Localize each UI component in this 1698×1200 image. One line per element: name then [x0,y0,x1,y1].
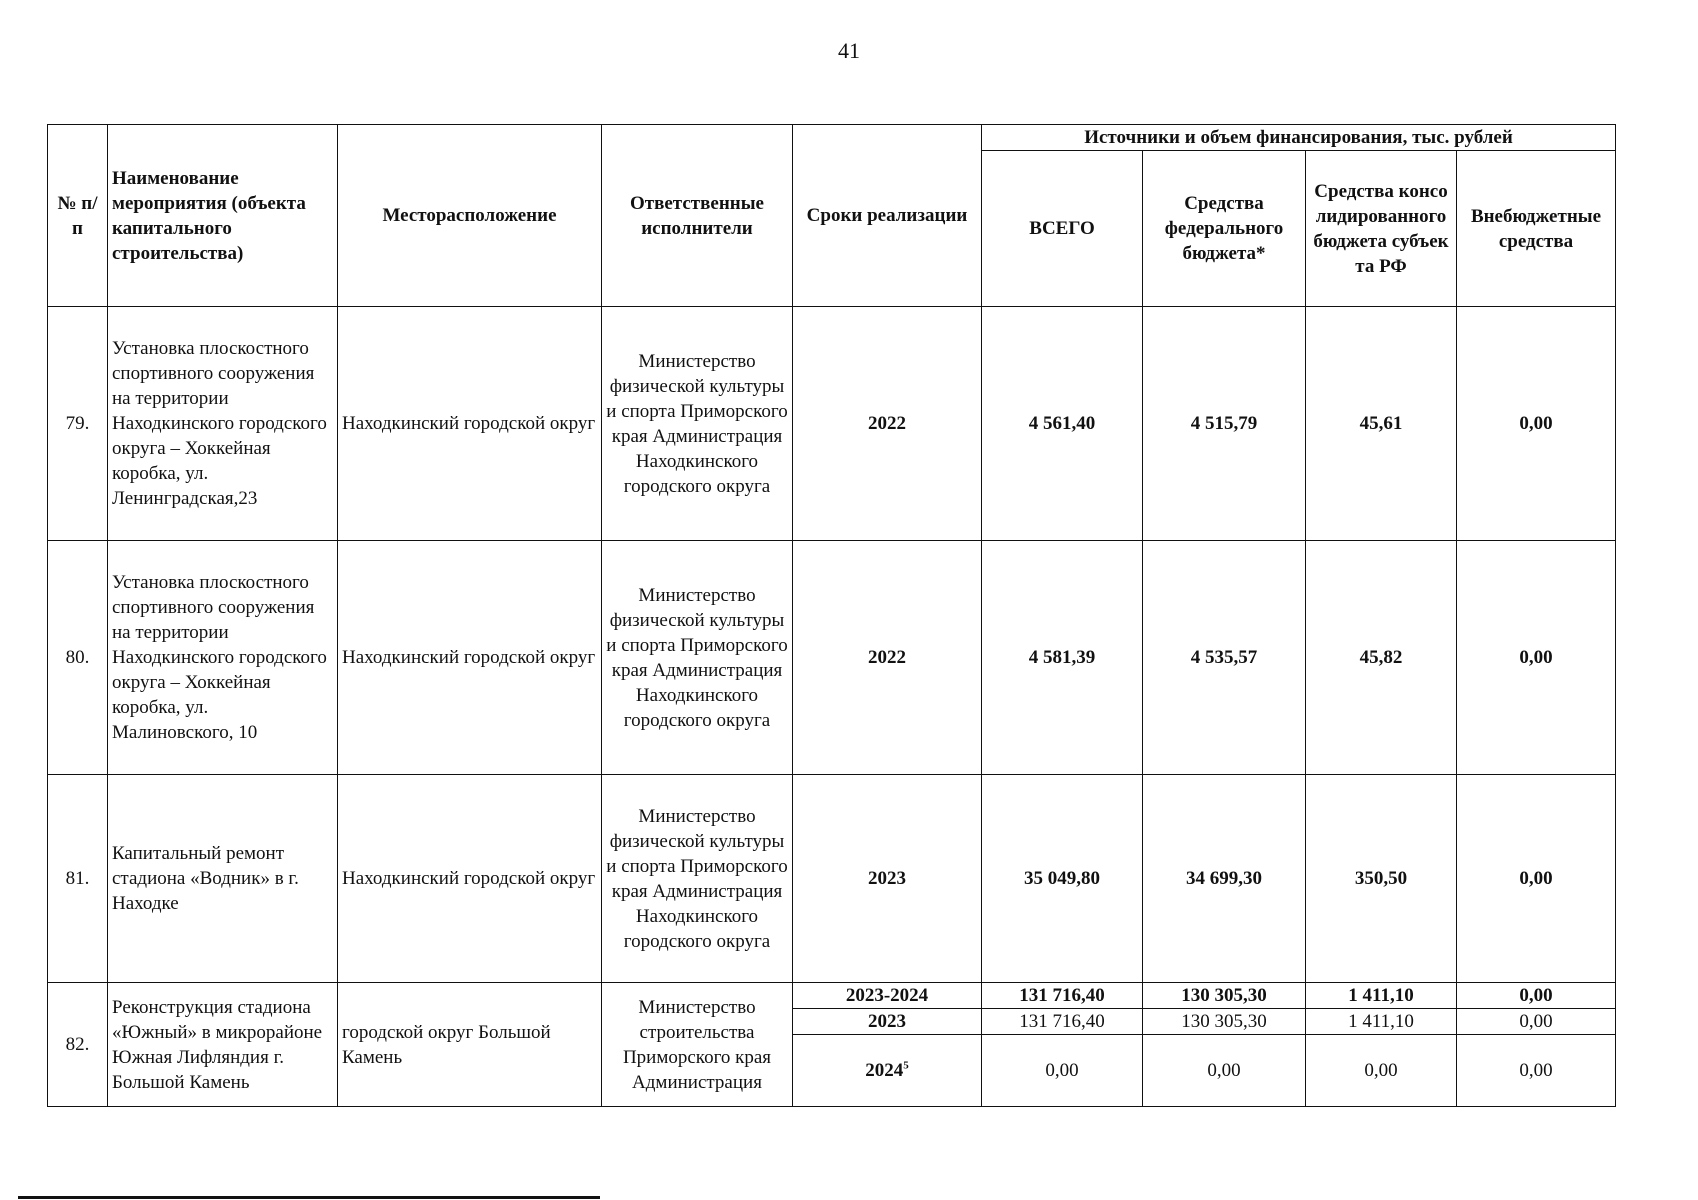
header-federal: Средства федерального бюджета* [1143,151,1306,307]
row-offbudget: 0,00 [1457,541,1616,775]
row-year-cell [793,1035,982,1107]
row-total: 131 716,40 [982,1009,1143,1035]
row-federal: 130 305,30 [1143,983,1306,1009]
table-row [48,541,1616,775]
row-location: Находкинский городской округ [338,541,602,775]
row-consolidated: 45,82 [1306,541,1457,775]
row-name: Установка плоскостного спортивного сооружения на территории Находкинского городского округа – Хоккейная коробка, ул. Малиновского, 10 [108,541,338,775]
row-total: 131 716,40 [982,983,1143,1009]
row-consolidated: 0,00 [1306,1035,1457,1107]
header-name: Наименование мероприятия (объекта капитального строительства) [108,125,338,307]
table-row [48,983,1616,1009]
header-sources-group: Источники и объем финансирования, тыс. рублей [982,125,1616,151]
row-federal: 130 305,30 [1143,1009,1306,1035]
header-consolidated: Средства консолидированного бюджета субъекта РФ [1306,151,1457,307]
row-consolidated: 45,61 [1306,307,1457,541]
header-total: ВСЕГО [982,151,1143,307]
footnote-marker: 5 [903,1059,909,1072]
row-consolidated: 1 411,10 [1306,983,1457,1009]
row-executors: Министерство физической культуры и спорта Приморского края Администрация Находкинского городского округа [602,541,793,775]
row-consolidated: 350,50 [1306,775,1457,983]
row-executors: Министерство физической культуры и спорта Приморского края Администрация Находкинского городского округа [602,775,793,983]
row-executors: Министерство строительства Приморского края Администрация [602,983,793,1107]
row-federal: 0,00 [1143,1035,1306,1107]
row-num: 81. [48,775,108,983]
row-name: Установка плоскостного спортивного сооружения на территории Находкинского городского округа – Хоккейная коробка, ул. Ленинградская,23 [108,307,338,541]
row-location: городской округ Большой Камень [338,983,602,1107]
row-year: 2022 [793,307,982,541]
header-offbudget: Внебюджетные средства [1457,151,1616,307]
header-executors: Ответственные исполнители [602,125,793,307]
header-num: № п/п [48,125,108,307]
row-total: 35 049,80 [982,775,1143,983]
row-num: 82. [48,983,108,1107]
row-offbudget: 0,00 [1457,775,1616,983]
row-total: 4 581,39 [982,541,1143,775]
row-federal: 4 515,79 [1143,307,1306,541]
row-consolidated: 1 411,10 [1306,1009,1457,1035]
row-name: Капитальный ремонт стадиона «Водник» в г. Находке [108,775,338,983]
row-num: 79. [48,307,108,541]
row-location: Находкинский городской округ [338,307,602,541]
row-total: 4 561,40 [982,307,1143,541]
row-year: 2024 [865,1060,904,1081]
row-num: 80. [48,541,108,775]
row-year: 2023-2024 [793,983,982,1009]
table-row [48,307,1616,541]
row-location: Находкинский городской округ [338,775,602,983]
row-offbudget: 0,00 [1457,1035,1616,1107]
row-year: 2022 [793,541,982,775]
row-offbudget: 0,00 [1457,983,1616,1009]
page-number: 41 [838,38,860,63]
row-federal: 4 535,57 [1143,541,1306,775]
row-executors: Министерство физической культуры и спорта Приморского края Администрация Находкинского городского округа [602,307,793,541]
header-location: Месторасположение [338,125,602,307]
header-terms: Сроки реализации [793,125,982,307]
table-row [48,775,1616,983]
row-offbudget: 0,00 [1457,307,1616,541]
row-year: 2023 [793,1009,982,1035]
row-federal: 34 699,30 [1143,775,1306,983]
financing-table [47,124,1616,1107]
row-year: 2023 [793,775,982,983]
row-name: Реконструкция стадиона «Южный» в микрорайоне Южная Лифляндия г. Большой Камень [108,983,338,1107]
row-total: 0,00 [982,1035,1143,1107]
footnote-separator [18,1196,600,1199]
row-offbudget: 0,00 [1457,1009,1616,1035]
